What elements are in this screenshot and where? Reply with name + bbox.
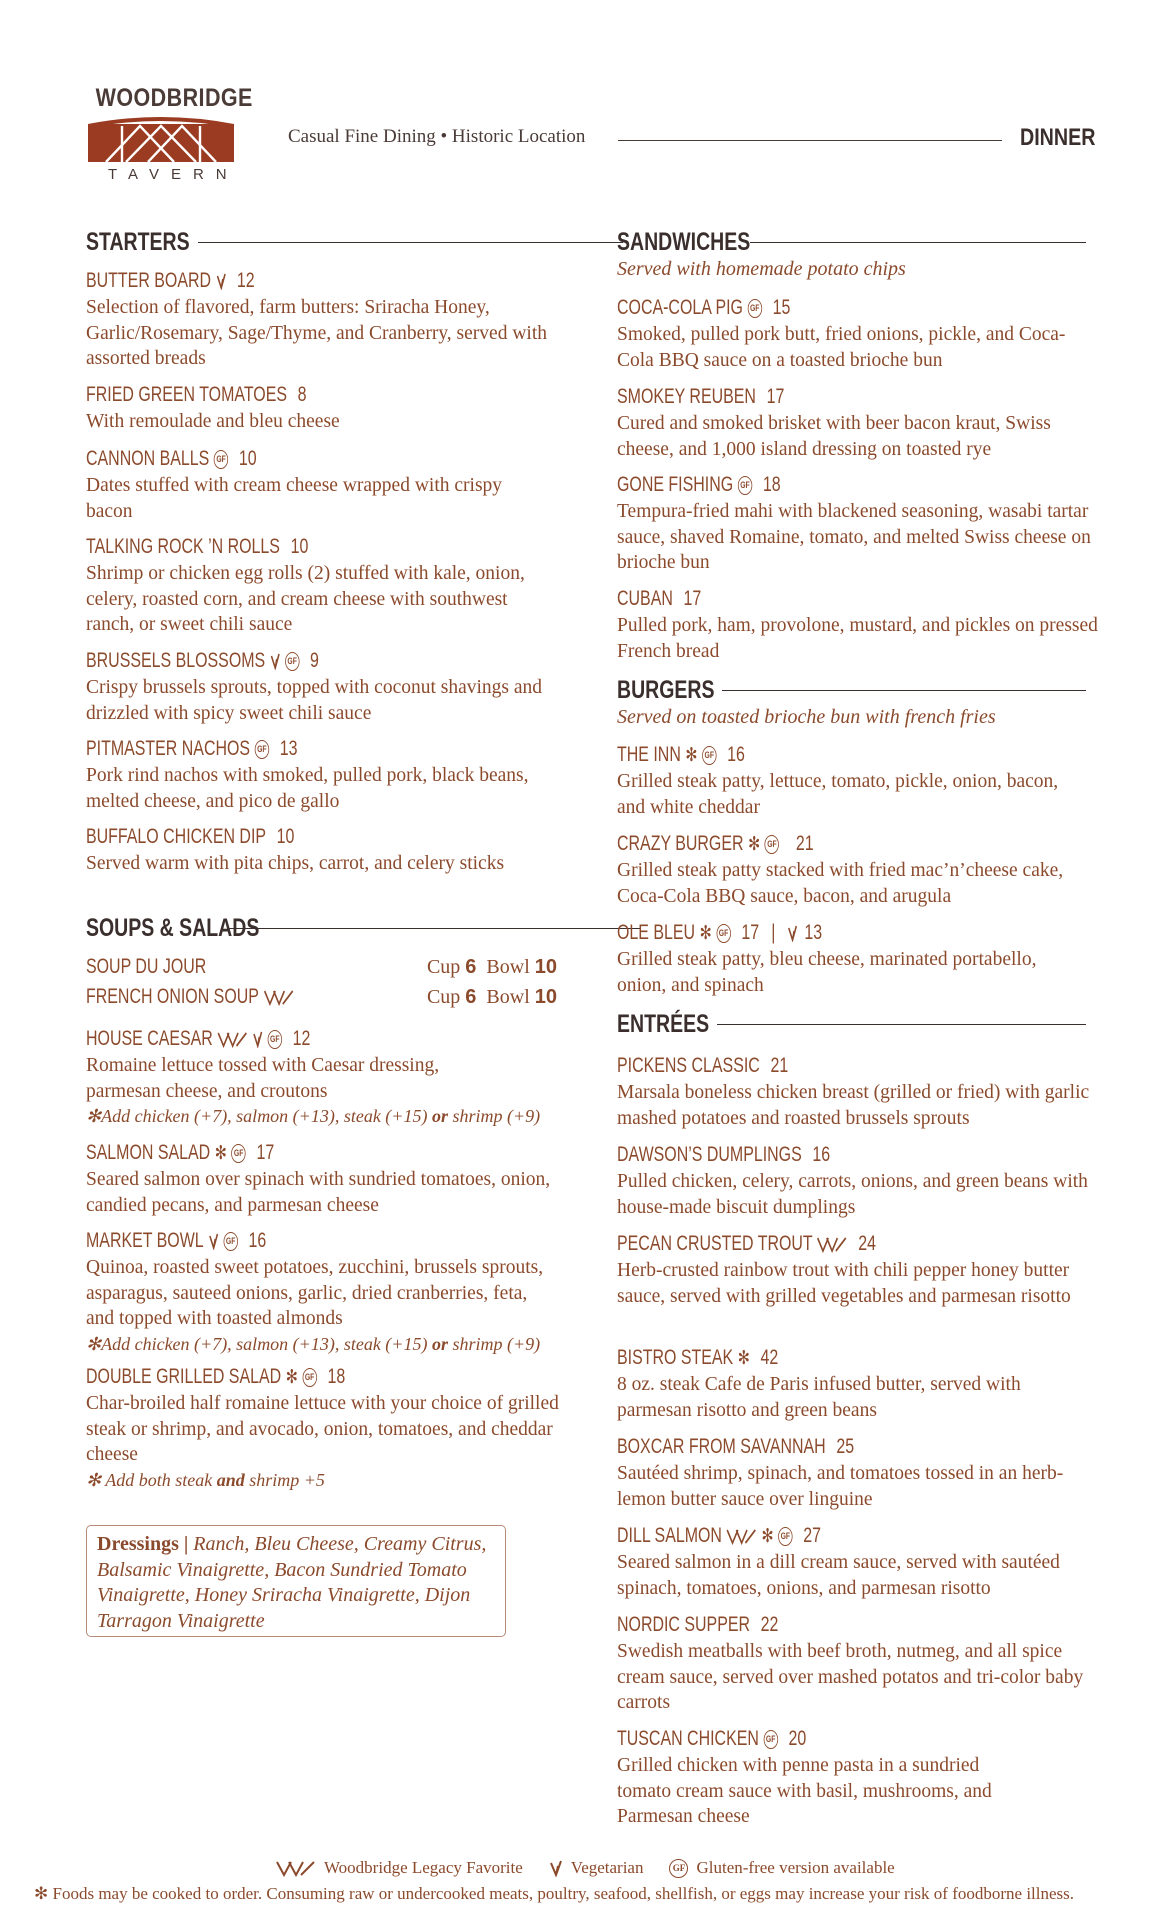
menu-item-butter-board: BUTTER BOARD 12 Selection of flavored, farm butters: Sriracha Honey, Garlic/Rosemary, Sage/Thyme, and Cranberry, served with assorted breads: [86, 269, 547, 369]
entrees-section-title: ENTRÉES: [617, 1010, 735, 1039]
menu-item-the-inn: THE INN ✻ GF 16 Grilled steak patty, lettuce, tomato, pickle, onion, bacon, and white cheddar: [617, 743, 1059, 818]
legend-legacy: Woodbridge Legacy Favorite: [276, 1858, 523, 1878]
entrees-rule: [717, 1024, 1086, 1025]
starters-rule: [198, 242, 623, 243]
food-safety-footnote: ✻ Foods may be cooked to order. Consuming raw or undercooked meats, poultry, seafood, shellfish, or eggs may increase your risk of foodborne illness.: [34, 1884, 1075, 1903]
gluten-free-icon: GF: [231, 1144, 245, 1163]
gluten-free-icon: GF: [268, 1030, 282, 1049]
asterisk-icon: ✻: [86, 1106, 102, 1126]
burgers-rule: [722, 690, 1086, 691]
gluten-free-icon: GF: [223, 1232, 237, 1251]
vegetarian-icon: [788, 924, 799, 942]
asterisk-icon: ✻: [34, 1884, 49, 1903]
vegetarian-icon: [208, 1232, 219, 1250]
menu-item-gone-fishing: GONE FISHING GF 18 Tempura-fried mahi with blackened seasoning, wasabi tartar sauce, shaved Romaine, tomato, and melted Swiss cheese on brioche bun: [617, 473, 1091, 573]
asterisk-icon: ✻: [86, 1469, 102, 1490]
menu-item-brussels-blossoms: BRUSSELS BLOSSOMS GF 9 Crispy brussels sprouts, topped with coconut shavings and drizzled with spicy sweet chili sauce: [86, 649, 543, 724]
menu-item-double-grilled-salad: DOUBLE GRILLED SALAD ✻ GF 18 Char-broiled half romaine lettuce with your choice of grilled steak or shrimp, and avocado, onion, tomatoes, and cheddar cheese ✻ Add both steak and shrimp +5: [86, 1364, 576, 1492]
menu-item-ole-bleu: OLE BLEU ✻ GF 17 | 13 Grilled steak patty, bleu cheese, marinated portabello, onion, and spinach: [617, 921, 1037, 996]
menu-item-salmon-salad: SALMON SALAD ✻ GF 17 Seared salmon over spinach with sundried tomatoes, onion, candied pecans, and parmesan cheese: [86, 1141, 551, 1216]
gluten-free-icon: GF: [255, 740, 269, 759]
cooked-to-order-icon: ✻: [699, 922, 712, 944]
menu-item-fried-green-tomatoes: FRIED GREEN TOMATOES 8 With remoulade and bleu cheese: [86, 383, 340, 432]
legacy-favorite-icon: [727, 1527, 757, 1545]
starters-section-title: STARTERS: [86, 228, 219, 257]
menu-item-coca-cola-pig: COCA-COLA PIG GF 15 Smoked, pulled pork butt, fried onions, pickle, and Coca-Cola BBQ sauce on a toasted brioche bun: [617, 296, 1066, 371]
icon-legend: [276, 1858, 921, 1878]
menu-item-talking-rock-rolls: TALKING ROCK ’N ROLLS 10 Shrimp or chicken egg rolls (2) stuffed with kale, onion, celery, roasted corn, and cream cheese with southwest ranch, or sweet chili sauce: [86, 535, 525, 635]
legacy-favorite-icon: [263, 988, 293, 1006]
menu-item-cannon-balls: CANNON BALLS GF 10 Dates stuffed with cream cheese wrapped with crispy bacon: [86, 447, 503, 522]
gluten-free-icon: GF: [702, 746, 716, 765]
soups-section-title: SOUPS & SALADS: [86, 914, 308, 943]
gluten-free-icon: GF: [778, 1527, 792, 1546]
vegetarian-icon: [216, 272, 227, 290]
cooked-to-order-icon: ✻: [737, 1347, 750, 1369]
sandwiches-note: Served with homemade potato chips: [617, 258, 906, 280]
menu-name: DINNER: [1020, 124, 1096, 151]
gluten-free-icon: GF: [747, 299, 761, 318]
cooked-to-order-icon: ✻: [285, 1366, 298, 1388]
gluten-free-icon: GF: [716, 924, 730, 943]
add-protein-note: ✻Add chicken (+7), salmon (+13), steak (+15) or shrimp (+9): [86, 1333, 541, 1354]
cooked-to-order-icon: ✻: [685, 744, 698, 766]
menu-item-pickens-classic: PICKENS CLASSIC 21 Marsala boneless chicken breast (grilled or fried) with garlic mashed potatoes and roasted brussels sprouts: [617, 1054, 1090, 1129]
legacy-favorite-icon: [276, 1859, 316, 1877]
menu-item-tuscan-chicken: TUSCAN CHICKEN GF 20 Grilled chicken with penne pasta in a sundried tomato cream sauce with basil, mushrooms, and Parmesan cheese: [617, 1727, 992, 1827]
menu-item-market-bowl: MARKET BOWL GF 16 Quinoa, roasted sweet potatoes, zucchini, brussels sprouts, asparagus, sauteed onions, garlic, dried cranberries, feta, and topped with toasted almonds ✻Add chicken (+7), salmon (+13), steak (+15) or shrimp (+9): [86, 1228, 576, 1356]
gluten-free-icon: GF: [302, 1368, 316, 1387]
gluten-free-icon: GF: [285, 652, 299, 671]
menu-item-nordic-supper: NORDIC SUPPER 22 Swedish meatballs with beef broth, nutmeg, and all spice cream sauce, served over mashed potatos and tri-color baby carrots: [617, 1613, 1084, 1713]
menu-item-pecan-crusted-trout: PECAN CRUSTED TROUT 24 Herb-crusted rainbow trout with chili pepper honey butter sauce, served with grilled vegetables and parmesan risotto: [617, 1232, 1071, 1307]
bridge-icon: [88, 116, 234, 162]
soup-du-jour-row: SOUP DU JOUR Cup 6 Bowl 10: [86, 955, 557, 978]
menu-item-smokey-reuben: SMOKEY REUBEN 17 Cured and smoked brisket with beer bacon kraut, Swiss cheese, and 1,000 island dressing on toasted rye: [617, 385, 1051, 460]
legacy-favorite-icon: [217, 1030, 247, 1048]
menu-item-dawsons-dumplings: DAWSON’S DUMPLINGS 16 Pulled chicken, celery, carrots, onions, and green beans with house-made biscuit dumplings: [617, 1143, 1088, 1218]
cooked-to-order-icon: ✻: [214, 1142, 227, 1164]
burgers-note: Served on toasted brioche bun with french fries: [617, 706, 996, 728]
vegetarian-icon: [549, 1859, 563, 1877]
logo-sub: TAVERN: [108, 166, 239, 183]
menu-item-pitmaster-nachos: PITMASTER NACHOS GF 13 Pork rind nachos with smoked, pulled pork, black beans, melted cheese, and pico de gallo: [86, 737, 529, 812]
gluten-free-icon: GF: [765, 835, 779, 854]
tagline: Casual Fine Dining • Historic Location: [288, 126, 586, 147]
soups-rule: [229, 928, 641, 929]
menu-item-bistro-steak: BISTRO STEAK ✻ 42 8 oz. steak Cafe de Paris infused butter, served with parmesan risotto and green beans: [617, 1346, 1021, 1421]
legend-gluten-free: GF Gluten-free version available: [669, 1858, 894, 1878]
asterisk-icon: ✻: [86, 1333, 102, 1354]
add-both-note: ✻ Add both steak and shrimp +5: [86, 1469, 325, 1490]
gluten-free-icon: GF: [738, 476, 752, 495]
legend-vegetarian: Vegetarian: [549, 1858, 644, 1878]
vegetarian-icon: [270, 652, 281, 670]
gluten-free-icon: GF: [669, 1859, 688, 1878]
cooked-to-order-icon: ✻: [748, 833, 761, 855]
french-onion-soup-row: FRENCH ONION SOUP Cup 6 Bowl 10: [86, 985, 557, 1008]
menu-item-house-caesar: HOUSE CAESAR GF 12 Romaine lettuce tossed with Caesar dressing, parmesan cheese, and croutons ✻Add chicken (+7), salmon (+13), steak (+15) or shrimp (+9): [86, 1026, 576, 1128]
vegetarian-icon: [252, 1030, 263, 1048]
dressings-list: Ranch, Bleu Cheese, Creamy Citrus, Balsamic Vinaigrette, Bacon Sundried Tomato Vinaigrette, Honey Sriracha Vinaigrette, Dijon Tarragon Vinaigrette: [97, 1533, 487, 1632]
dressings-label: Dressings |: [97, 1533, 189, 1555]
menu-item-cuban: CUBAN 17 Pulled pork, ham, provolone, mustard, and pickles on pressed French bread: [617, 587, 1098, 662]
menu-item-buffalo-chicken-dip: BUFFALO CHICKEN DIP 10 Served warm with pita chips, carrot, and celery sticks: [86, 825, 505, 874]
burgers-section-title: BURGERS: [617, 676, 742, 705]
dressings-box: [86, 1525, 506, 1637]
legacy-favorite-icon: [817, 1235, 847, 1253]
sandwiches-rule: [750, 242, 1086, 243]
cooked-to-order-icon: ✻: [761, 1525, 774, 1547]
header-divider: [618, 140, 1002, 141]
sandwiches-section-title: SANDWICHES: [617, 228, 788, 257]
menu-item-dill-salmon: DILL SALMON ✻ GF 27 Seared salmon in a dill cream sauce, served with sautéed spinach, tomatoes, onions, and parmesan risotto: [617, 1524, 1060, 1599]
gluten-free-icon: GF: [763, 1730, 777, 1749]
logo-word: WOODBRIDGE: [95, 84, 253, 112]
add-protein-note: ✻Add chicken (+7), salmon (+13), steak (+15) or shrimp (+9): [86, 1106, 541, 1126]
menu-item-boxcar-from-savannah: BOXCAR FROM SAVANNAH 25 Sautéed shrimp, spinach, and tomatoes tossed in an herb-lemon butter sauce over linguine: [617, 1435, 1064, 1510]
menu-item-crazy-burger: CRAZY BURGER ✻ GF 21 Grilled steak patty stacked with fried mac’n’cheese cake, Coca-Cola BBQ sauce, bacon, and arugula: [617, 832, 1064, 907]
gluten-free-icon: GF: [214, 450, 228, 469]
